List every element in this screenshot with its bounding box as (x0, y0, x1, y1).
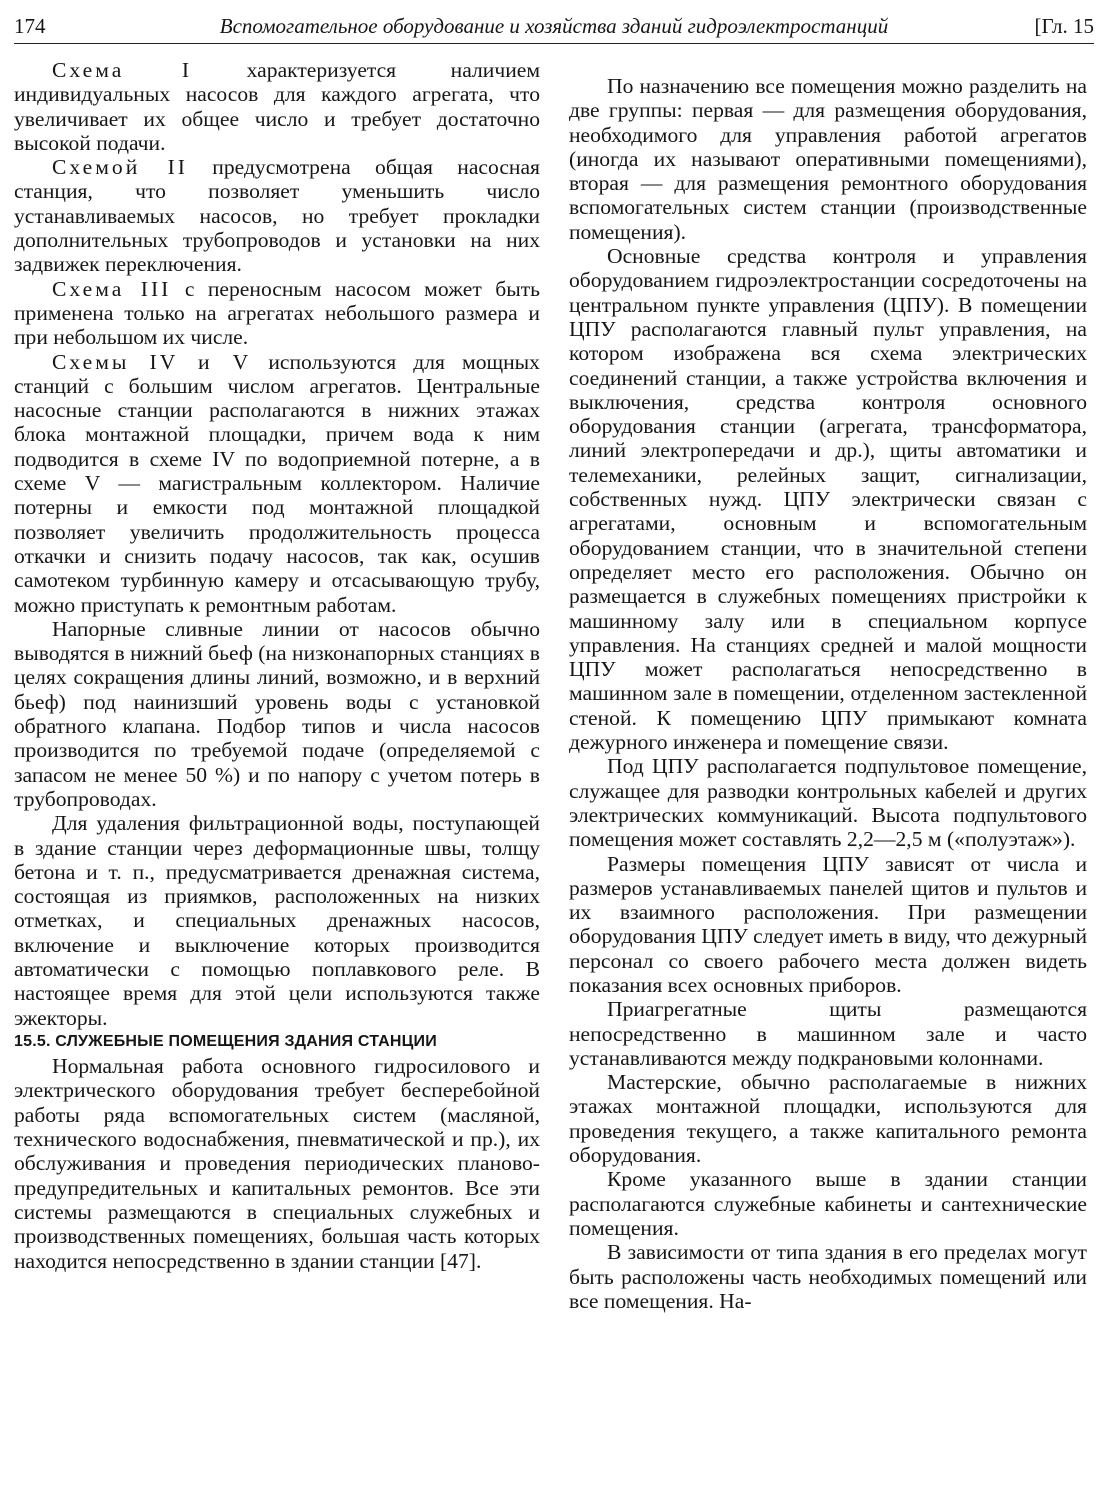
running-header (14, 14, 1094, 44)
paragraph-text: предусмотрена общая насосная станция, что позволяет уменьшить число устанавливаемых насосов, но требует прокладки дополнительных трубопроводов и установки на них задвижек переключения. (14, 155, 540, 277)
paragraph: Приагрегатные щиты размещаются непосредственно в машинном зале и часто устанавливаются между подкрановыми колоннами. (569, 997, 1087, 1070)
running-title: Вспомогательное оборудование и хозяйства зданий гидроэлектростанций (219, 14, 889, 38)
paragraph: В зависимости от типа здания в его пределах могут быть расположены часть необходимых помещений или все помещения. На- (569, 1240, 1087, 1313)
paragraph (14, 350, 540, 617)
paragraph (14, 277, 540, 350)
scheme-term: Схемой II (52, 155, 188, 180)
right-column (569, 74, 1087, 1313)
paragraph-text: с переносным насосом может быть применена только на агрегатах небольшого размера и при небольшом их числе. (14, 276, 540, 350)
paragraph-text: используются для мощных станций с большим числом агрегатов. Центральные насосные станции располагаются в нижних этажах блока монтажной площадки, причем вода к ним подводится в схеме IV по водоприемной потерне, а в схеме V — магистральным коллектором. Наличие потерны и емкости под монтажной площадкой позволяет увеличить продолжительность процесса откачки и снизить подачу насосов, так как, осушив самотеком турбинную камеру и отсасывающую трубу, можно приступать к ремонтным работам. (14, 349, 540, 617)
paragraph-text: характеризуется наличием индивидуальных насосов для каждого агрегата, что увеличивает их общее число и требует достаточно высокой подачи. (14, 58, 541, 155)
paragraph: Размеры помещения ЦПУ зависят от числа и размеров устанавливаемых панелей щитов и пультов и их взаимного расположения. При размещении оборудования ЦПУ следует иметь в виду, что дежурный персонал со своего рабочего места должен видеть показания всех основных приборов. (569, 851, 1087, 997)
paragraph: Напорные сливные линии от насосов обычно выводятся в нижний бьеф (на низконапорных станциях в целях сокращения длины линий, возможно, и в верхний бьеф) под наинизший уровень воды с установкой обратного клапана. Подбор типов и числа насосов производится по требуемой подаче (определяемой с запасом не менее 50 %) и по напору с учетом потерь в трубопроводах. (14, 616, 540, 811)
left-column (14, 58, 540, 1273)
scheme-term: Схема I (52, 58, 193, 82)
page-number: 174 (14, 14, 46, 38)
section-heading: 15.5. СЛУЖЕБНЫЕ ПОМЕЩЕНИЯ ЗДАНИЯ СТАНЦИИ (14, 1032, 437, 1050)
paragraph: Для удаления фильтрационной воды, поступающей в здание станции через деформационные швы, толщу бетона и т. п., предусматривается дренажная система, состоящая из приямков, расположенных на низких отметках, и специальных дренажных насосов, включение и выключение которых производится автоматически с помощью поплавкового реле. В настоящее время для этой цели используются также эжекторы. (14, 811, 540, 1030)
scheme-term: Схема III (52, 276, 172, 301)
chapter-marker: [Гл. 15 (1034, 14, 1094, 38)
paragraph: Мастерские, обычно располагаемые в нижних этажах монтажной площадки, используются для проведения текущего, а также капитального ремонта оборудования. (569, 1070, 1087, 1168)
paragraph (14, 155, 540, 276)
paragraph: По назначению все помещения можно разделить на две группы: первая — для размещения оборудования, необходимого для управления работой агрегатов (иногда их называют оперативными помещениями), вторая — для размещения ремонтного оборудования вспомогательных систем станции (производственные помещения). (569, 74, 1087, 244)
paragraph: Нормальная работа основного гидросилового и электрического оборудования требует бесперебойной работы ряда вспомогательных систем (масляной, технического водоснабжения, пневматической и пр.), их обслуживания и проведения периодических планово-предупредительных и капитальных ремонтов. Все эти системы размещаются в специальных служебных и производственных помещениях, большая часть которых находится непосредственно в здании станции [47]. (14, 1054, 540, 1273)
paragraph: Кроме указанного выше в здании станции располагаются служебные кабинеты и сантехнические помещения. (569, 1167, 1087, 1240)
paragraph: Под ЦПУ располагается подпультовое помещение, служащее для разводки контрольных кабелей и других электрических коммуникаций. Высота подпультового помещения может составлять 2,2—2,5 м («полуэтаж»). (569, 754, 1087, 852)
paragraph (14, 58, 540, 155)
paragraph: Основные средства контроля и управления оборудованием гидроэлектростанции сосредоточены на центральном пункте управления (ЦПУ). В помещении ЦПУ располагаются главный пульт управления, на котором изображена вся схема электрических соединений станции, а также устройства включения и выключения, средства контроля основного оборудования станции (агрегата, трансформатора, линий электропередачи и др.), щиты автоматики и телемеханики, релейных защит, сигнализации, собственных нужд. ЦПУ электрически связан с агрегатами, основным и вспомогательным оборудованием станции, что в значительной степени определяет место его расположения. Обычно он размещается в служебных помещениях пристройки к машинному залу или в специальном корпусе управления. На станциях средней и малой мощности ЦПУ может располагаться непосредственно в машинном зале в помещении, отделенном застекленной стеной. К помещению ЦПУ примыкают комната дежурного инженера и помещение связи. (569, 244, 1087, 755)
scheme-term: Схемы IV и V (52, 349, 252, 374)
